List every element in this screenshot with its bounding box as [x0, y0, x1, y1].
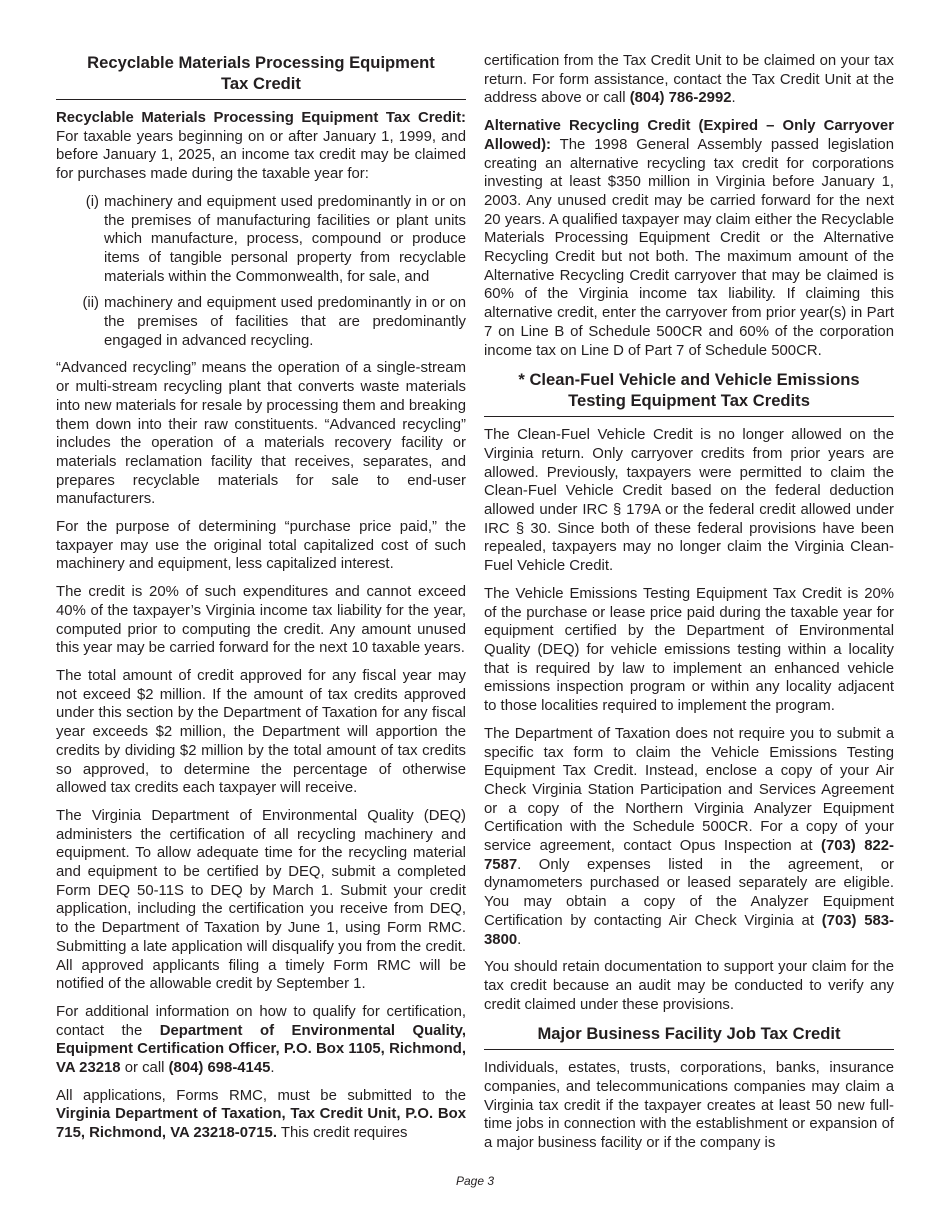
- paragraph-clean-fuel: The Clean-Fuel Vehicle Credit is no longer allowed on the Virginia return. Only carryover credits from prior years are allowed. Previously, taxpayers were permitted to claim the Clean-Fuel Vehicle Credit based on the federal deduction allowed under IRC § 179A or the federal credit allowed under IRC § 30. Since both of these federal provisions have been repealed, taxpayers may no longer claim the Virginia Clean-Fuel Vehicle Credit.: [484, 427, 894, 575]
- section-heading-recyclable: Recyclable Materials Processing Equipment Tax Credit: [87, 53, 435, 93]
- paragraph-submission: All applications, Forms RMC, must be submitted to the Virginia Department of Taxation, Tax Credit Unit, P.O. Box 715, Richmond, VA 23218-0715. This credit requires: [56, 1087, 466, 1142]
- heading-rule: [484, 1049, 894, 1050]
- paragraph-credit-amount: The credit is 20% of such expenditures and cannot exceed 40% of the taxpayer’s Virginia income tax liability for the year, computed prior to computing the credit. Any amount unused this year may be carried forward for the next 10 taxable years.: [56, 584, 466, 657]
- list-item: (i) machinery and equipment used predominantly in or on the premises of manufacturing facilities or plant units which manufacture, process, compound or produce items of tangible personal property from recyclable materials within the Commonwealth, for sale, and: [85, 193, 466, 285]
- heading-rule: [56, 99, 466, 100]
- paragraph-purchase-price: For the purpose of determining “purchase price paid,” the taxpayer may use the original total capitalized cost of such machinery and equipment, less capitalized interest.: [56, 519, 466, 573]
- heading-rule: [484, 416, 894, 417]
- paragraph-credit-cap: The total amount of credit approved for any fiscal year may not exceed $2 million. If the amount of tax credits approved under this section by the Department of Taxation for any fiscal year exceeds $2 million, the Department will apportion the credits by dividing $2 million by the total amount of tax credits so approved, to determine the percentage of otherwise allowed tax credits each taxpayer will receive.: [56, 667, 466, 797]
- section-heading-clean-fuel: * Clean-Fuel Vehicle and Vehicle Emissions Testing Equipment Tax Credits: [518, 370, 860, 411]
- eligible-equipment-list: [56, 193, 466, 351]
- paragraph-claim-procedure: The Department of Taxation does not require you to submit a specific tax form to claim the Vehicle Emissions Testing Equipment Tax Credit. Instead, enclose a copy of your Air Check Virginia Station Participation and Services Agreement or a copy of the Northern Virginia Analyzer Equipment Certification with the Schedule 500CR. For a copy of your service agreement, contact Opus Inspection at (703) 822-7587. Only expenses listed in the agreement, or dynamometers purchased or leased separately are eligible. You may obtain a copy of the Analyzer Equipment Certification by contacting Air Check Virginia at (703) 583-3800.: [484, 725, 894, 948]
- paragraph-certification-contact: certification from the Tax Credit Unit to be claimed on your tax return. For form assistance, contact the Tax Credit Unit at the address above or call (804) 786-2992.: [484, 53, 894, 107]
- paragraph-emissions-equipment: The Vehicle Emissions Testing Equipment Tax Credit is 20% of the purchase or lease price paid during the taxable year for equipment certified by the Department of Environmental Quality (DEQ) for vehicle emissions testing within a locality that is required by law to implement an enhanced vehicle emissions inspection program or within any locality adjacent to those localities required to implement the program.: [484, 585, 894, 715]
- paragraph-major-business: Individuals, estates, trusts, corporations, banks, insurance companies, and telecommunications companies may claim a Virginia tax credit if the taxpayer creates at least 50 new full-time jobs in connection with the establishment or expansion of a major business facility or if the company is: [484, 1060, 894, 1152]
- left-column: [56, 52, 466, 1152]
- paragraph-intro: Recyclable Materials Processing Equipment Tax Credit: For taxable years beginning on or after January 1, 1999, and before January 1, 2025, an income tax credit may be claimed for purchases made during the taxable year for:: [56, 110, 466, 183]
- paragraph-retain-documentation: You should retain documentation to support your claim for the tax credit because an audit may be conducted to verify any credit claimed under these provisions.: [484, 959, 894, 1013]
- list-item: (ii) machinery and equipment used predominantly in or on the premises of facilities that are predominantly engaged in advanced recycling.: [82, 295, 466, 349]
- page-number: Page 3: [455, 1174, 495, 1188]
- paragraph-alternative-recycling: Alternative Recycling Credit (Expired – Only Carryover Allowed): The 1998 General Assembly passed legislation creating an alternative recycling tax credit for corporations investing at least $350 million in Virginia before January 1, 2003. Any unused credit may be carried forward for the next 20 years. A qualified taxpayer may claim either the Recyclable Materials Processing Equipment Credit or the Alternative Recycling Credit but not both. The maximum amount of the Alternative Recycling Credit carryover that may be claimed is 60% of the Virginia income tax liability. If claiming this alternative credit, enter the carryover from prior year(s) in Part 7 on Line B of Schedule 500CR and 60% of the corporation income tax on Line D of Part 7 of Schedule 500CR.: [484, 118, 894, 359]
- paragraph-deq-certification: The Virginia Department of Environmental Quality (DEQ) administers the certification of all recycling machinery and equipment. To allow adequate time for the recycling material and equipment to be certified by DEQ, submit a completed Form DEQ 50-11S to DEQ by March 1. Submit your credit application, including the certification you receive from DEQ, to the Department of Taxation by June 1, using Form RMC. Submitting a late application will disqualify you from the credit. All approved applicants filing a timely Form RMC will be notified of the allowable credit by September 1.: [56, 807, 466, 993]
- section-heading-major-business: Major Business Facility Job Tax Credit: [537, 1024, 841, 1044]
- paragraph-contact-deq: For additional information on how to qualify for certification, contact the Department of Environmental Quality, Equipment Certification Officer, P.O. Box 1105, Richmond, VA 23218 or call (804) 698-4145.: [56, 1003, 466, 1077]
- right-column: [484, 52, 894, 1162]
- paragraph-advanced-recycling: “Advanced recycling” means the operation of a single-stream or multi-stream recycling plant that converts waste materials into new materials for resale by processing them and breaking them down into their raw constituents. “Advanced recycling” includes the operation of a materials recovery facility or materials reclamation facility that receives, separates, and prepares recyclable materials for sale to end-user manufacturers.: [56, 360, 466, 508]
